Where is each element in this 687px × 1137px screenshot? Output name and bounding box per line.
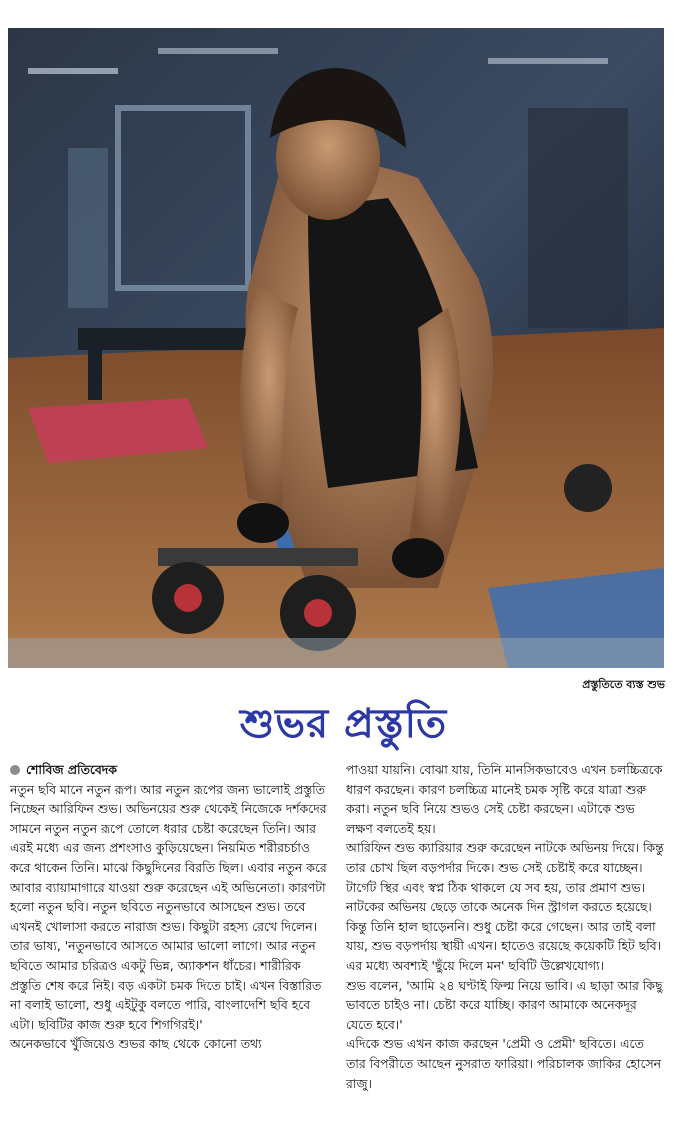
article-column-left — [10, 760, 328, 1054]
article-column-right — [346, 760, 664, 1093]
paragraph: আরিফিন শুভ ক্যারিয়ার শুরু করেছেন নাটকে অভিনয় দিয়ে। কিন্তু তার চোখ ছিল বড়পর্দার দিকে। শুভ সেই চেষ্টাই করে যাচ্ছেন। টার্গেট স্থির এবং স্বপ্ন ঠিক থাকলে যে সব হয়, তার প্রমাণ শুভ। নাটকের অভিনয় ছেড়ে তাকে অনেক দিন স্ট্রাগল করতে হয়েছে। কিন্তু তিনি হাল ছাড়েননি। শুধু চেষ্টা করে গেছেন। আর তাই বলা যায়, শুভ বড়পর্দায় স্থায়ী এখন। হাতেও রয়েছে কয়েকটি হিট ছবি। এর মধ্যে অবশ্যই 'ছুঁয়ে দিলে মন' ছবিটি উল্লেখযোগ্য। — [346, 840, 664, 973]
paragraph: তার ভাষ্য, 'নতুনভাবে আসতে আমার ভালো লাগে। আর নতুন ছবিতে আমার চরিত্রও একটু ভিন্ন, অ্যাকশন ধাঁচের। শারীরিক প্রস্তুতি শেষ করে নিই। বড় একটা চমক দিতে চাই। এখন বিস্তারিত না বলাই ভালো, শুধু এইটুকু বলতে পারি, বাংলাদেশি ছবি হবে এটা। ছবিটির কাজ শুরু হবে শিগগিরই।' — [10, 938, 322, 1032]
byline-text: শোবিজ প্রতিবেদক — [26, 762, 117, 777]
paragraph: শুভ বলেন, 'আমি ২৪ ঘণ্টাই ফিল্ম নিয়ে ভাবি। এ ছাড়া আর কিছু ভাবতে চাইও না। চেষ্টা করে যাচ্ছি। কারণ আমাকে অনেকদূর যেতে হবে।' — [346, 977, 663, 1032]
paragraph: নতুন ছবি মানে নতুন রূপ। আর নতুন রূপের জন্য ভালোই প্রস্তুতি নিচ্ছেন আরিফিন শুভ। অভিনয়ের শুরু থেকেই নিজেকে দর্শকদের সামনে নতুন নতুন রূপে তোলে ধরার চেষ্টা করেছেন তিনি। আর এরই মধ্যে এর জন্য প্রশংসাও কুড়িয়েছেন। নিয়মিত শরীরচর্চাও করে থাকেন তিনি। মাঝে কিছুদিনের বিরতি ছিল। এবার নতুন করে আবার ব্যায়ামাগারে যাওয়া শুরু করেছেন এই অভিনেতা। কারণটা হলো নতুন ছবি। নতুন ছবিতে নতুনভাবে আসছেন শুভ। তবে এখনই খোলাসা করতে নারাজ শুভ। কিছুটা রহস্য রেখে দিলেন। — [10, 781, 327, 934]
gym-photo-illustration — [8, 28, 664, 668]
article-headline: শুভর প্রস্তুতি — [239, 701, 448, 747]
paragraph: পাওয়া যায়নি। বোঝা যায়, তিনি মানসিকভাবেও এখন চলচ্চিত্রকে ধারণ করছেন। কারণ চলচ্চিত্র মানেই চমক সৃষ্টি করে যাত্রা শুরু করা। নতুন ছবি নিয়ে শুভও সেই চেষ্টা করছেন। এটাকে শুভ লক্ষণ বলতেই হয়। — [346, 762, 663, 836]
paragraph: অনেকভাবে খুঁজিয়েও শুভর কাছ থেকে কোনো তথ্য — [10, 1036, 262, 1052]
photo-caption: প্রস্তুতিতে ব্যস্ত শুভ — [582, 678, 665, 691]
article-photo — [8, 28, 664, 668]
bullet-icon — [10, 765, 20, 775]
byline — [10, 760, 328, 780]
paragraph: এদিকে শুভ এখন কাজ করছেন 'প্রেমী ও প্রেমী' ছবিতে। এতে তার বিপরীতে আছেন নুসরাত ফারিয়া। পরিচালক জাকির হোসেন রাজু। — [346, 1036, 662, 1091]
